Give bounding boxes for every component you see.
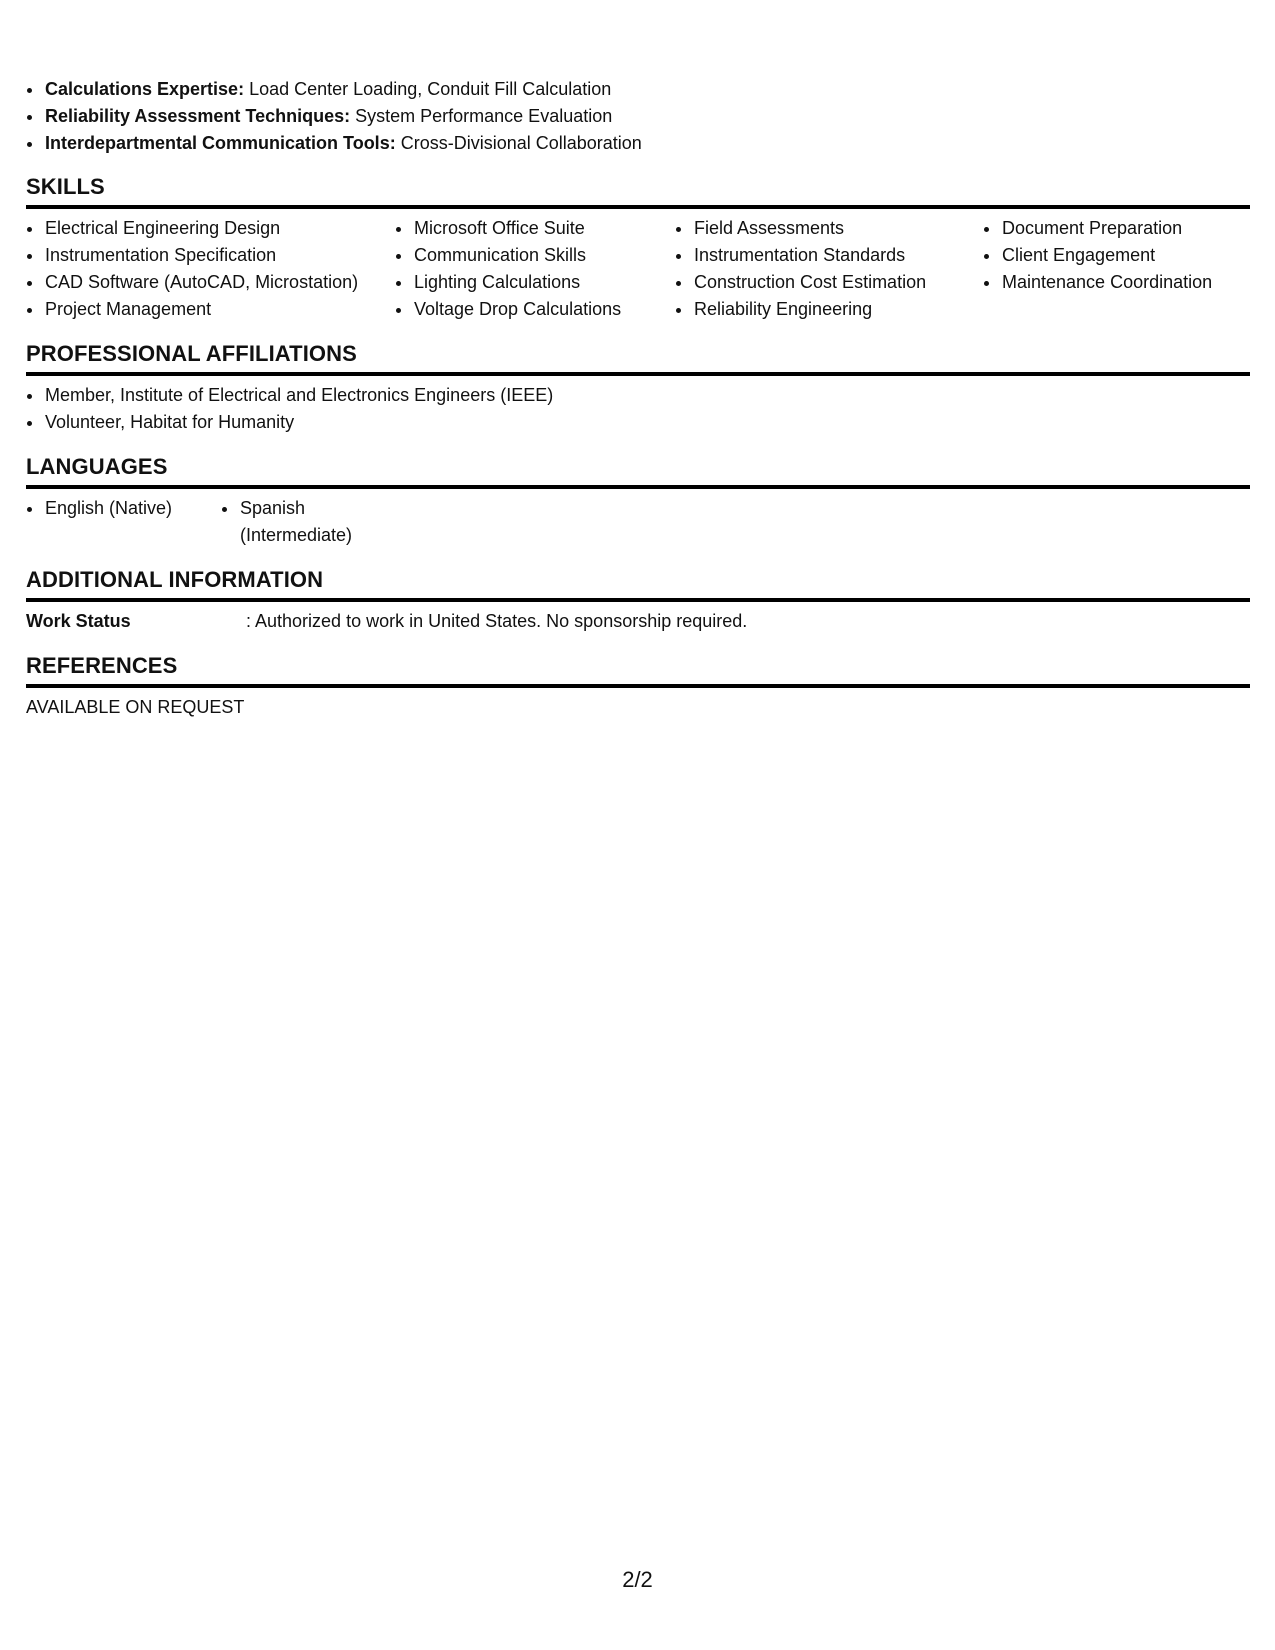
- skill-item: • Lighting Calculations: [413, 269, 675, 296]
- skill-item: • CAD Software (AutoCAD, Microstation): [44, 269, 395, 296]
- section-title-languages: LANGUAGES: [26, 454, 168, 479]
- skill-item: • Client Engagement: [1001, 242, 1275, 269]
- section-title-additional: ADDITIONAL INFORMATION: [26, 567, 324, 592]
- skill-item: • Project Management: [44, 296, 395, 323]
- work-status-value: : Authorized to work in United States. No sponsorship required.: [246, 611, 748, 631]
- affiliation-item: • Volunteer, Habitat for Humanity: [44, 409, 1250, 436]
- references-text: AVAILABLE ON REQUEST: [26, 697, 245, 717]
- affiliations-section: [26, 340, 1250, 436]
- technical-skills-list: [26, 76, 1250, 157]
- language-column: [221, 495, 416, 549]
- skills-section: [26, 173, 1250, 323]
- list-item: [44, 130, 1250, 157]
- item-label: Calculations Expertise:: [45, 79, 245, 99]
- section-divider: [26, 205, 1250, 209]
- section-title-references: REFERENCES: [26, 653, 178, 678]
- language-item: • Spanish (Intermediate): [239, 495, 416, 549]
- list-item: [44, 76, 1250, 103]
- skill-item: • Reliability Engineering: [693, 296, 983, 323]
- section-title-skills: SKILLS: [26, 174, 105, 199]
- section-divider: [26, 598, 1250, 602]
- skill-item: • Electrical Engineering Design: [44, 215, 395, 242]
- skill-item: • Field Assessments: [693, 215, 983, 242]
- item-label: Reliability Assessment Techniques:: [45, 106, 351, 126]
- skill-item: • Document Preparation: [1001, 215, 1275, 242]
- section-divider: [26, 372, 1250, 376]
- item-value: System Performance Evaluation: [355, 106, 613, 126]
- languages-section: [26, 453, 1250, 549]
- resume-page: [26, 76, 1250, 721]
- skill-item: • Instrumentation Specification: [44, 242, 395, 269]
- skill-item: • Microsoft Office Suite: [413, 215, 675, 242]
- references-section: [26, 652, 1250, 721]
- skill-item: • Maintenance Coordination: [1001, 269, 1275, 296]
- skill-item: • Communication Skills: [413, 242, 675, 269]
- skills-column: [983, 215, 1275, 323]
- skills-column: [675, 215, 983, 323]
- language-column: [26, 495, 221, 549]
- skills-column: [26, 215, 395, 323]
- skill-item: • Voltage Drop Calculations: [413, 296, 675, 323]
- item-value: Load Center Loading, Conduit Fill Calculation: [249, 79, 612, 99]
- item-value: Cross-Divisional Collaboration: [400, 133, 642, 153]
- work-status-label: Work Status: [26, 611, 131, 631]
- skill-item: • Construction Cost Estimation: [693, 269, 983, 296]
- page-number: 2/2: [622, 1567, 653, 1592]
- skills-grid: [26, 215, 1250, 323]
- affiliations-list: [26, 382, 1250, 436]
- affiliation-item: • Member, Institute of Electrical and Electronics Engineers (IEEE): [44, 382, 1250, 409]
- skills-column: [395, 215, 675, 323]
- section-divider: [26, 684, 1250, 688]
- list-item: [44, 103, 1250, 130]
- languages-list: [26, 495, 1250, 549]
- language-item: • English (Native): [44, 495, 221, 522]
- additional-info-section: [26, 566, 1250, 635]
- item-label: Interdepartmental Communication Tools:: [45, 133, 396, 153]
- section-title-affiliations: PROFESSIONAL AFFILIATIONS: [26, 341, 357, 366]
- work-status-row: [26, 608, 1250, 635]
- section-divider: [26, 485, 1250, 489]
- skill-item: • Instrumentation Standards: [693, 242, 983, 269]
